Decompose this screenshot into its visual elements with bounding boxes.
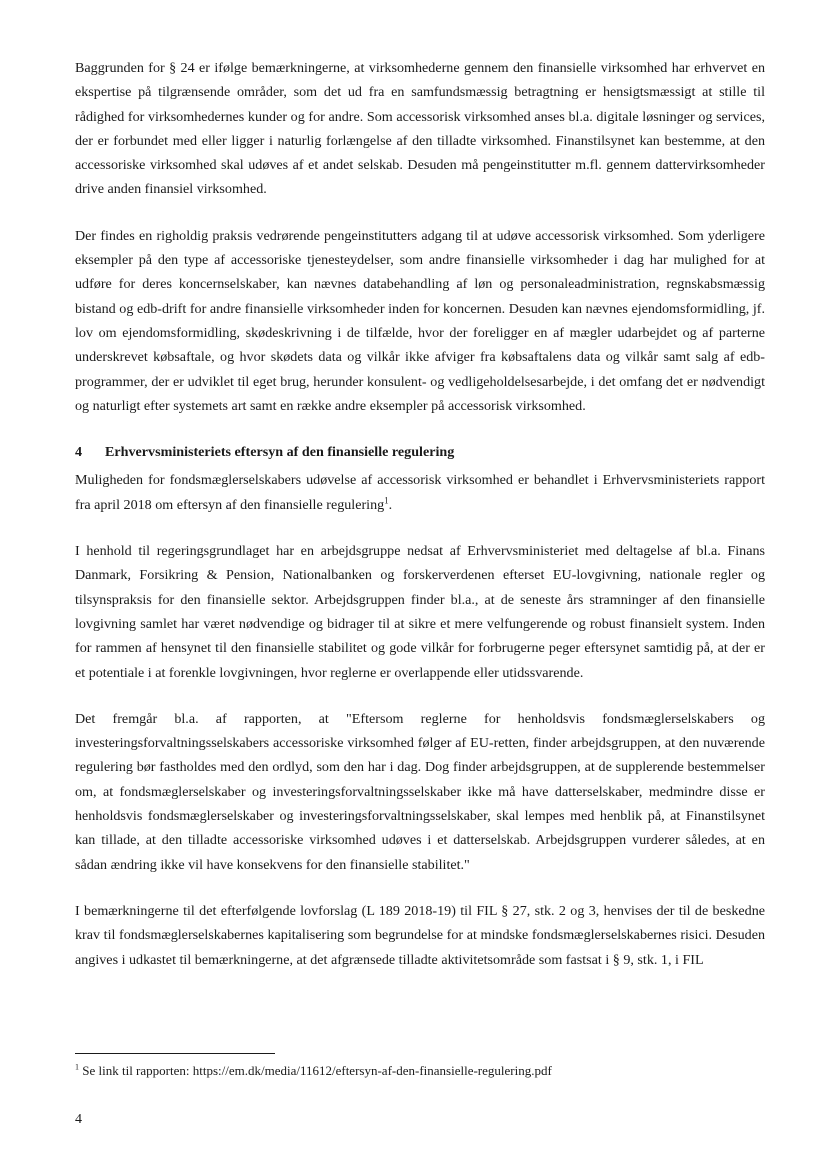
paragraph-report-end: .	[388, 496, 393, 513]
section-number: 4	[75, 444, 83, 461]
footnote-reference[interactable]: 1	[384, 495, 389, 506]
paragraph-accessory-practice: Der findes en righoldig praksis vedrørende pengeinstitutters adgang til at udøve accessorisk virksomhed. Som yderligere eksempler på den type af accessoriske tjenesteydelser, som andre finansielle virksomheder i dag har mulighed for at udføre for deres koncernselskaber, kan nævnes databehandling af løn og personaleadministration, regnskabsmæssig bistand og edb-drift for andre finansielle virksomheder inden for koncernen. Desuden kan nævnes ejendomsformidling, jf. lov om ejendomsformidling, skødeskrivning i de tilfælde, hvor der foreligger en af mægler udarbejdet og af parterne underskrevet købsaftale, og hvor skødets data og vilkår ikke afviger fra købsaftalens data og vilkår samt salg af edb-programmer, der er udviklet til eget brug, herunder konsulent- og vedligeholdelsesarbejde, i det omfang det er nødvendigt og naturligt efter systemets art samt en række andre eksempler på accessorisk virksomhed.	[75, 227, 765, 414]
footnote	[75, 1062, 552, 1080]
page-number: 4	[75, 1112, 82, 1127]
document-body	[75, 56, 765, 994]
paragraph-report-text: Muligheden for fondsmæglerselskabers udøvelse af accessorisk virksomhed er behandlet i Erhvervsministeriets rapport fra april 2018 om eftersyn af den finansielle regulering	[75, 472, 765, 513]
footnote-text: Se link til rapporten: https://em.dk/media/11612/eftersyn-af-den-finansielle-regulering.pdf	[79, 1063, 552, 1078]
paragraph-report-reference	[75, 468, 765, 517]
footnote-separator	[75, 1053, 275, 1054]
paragraph-working-group: I henhold til regeringsgrundlaget har en arbejdsgruppe nedsat af Erhvervsministeriet med deltagelse af bl.a. Finans Danmark, Forsikring & Pension, Nationalbanken og forskerverdenen efterset EU-lovgivning, nationale regler og tilsynspraksis for den finansielle sektor. Arbejdsgruppen finder bl.a., at de seneste års stramninger af den finansielle lovgivning samlet har været nødvendige og bidrager til at sikre et mere velfungerende og robust finansielt system. Inden for rammen af hensynet til den finansielle stabilitet og gode vilkår for forbrugerne peger eftersynet samtidig på, at der er et potentiale i at forenkle lovgivningen, hvor reglerne er overlappende eller utidssvarende.	[75, 543, 765, 681]
section-heading	[75, 440, 765, 464]
paragraph-background-section-24: Baggrunden for § 24 er ifølge bemærkningerne, at virksomhederne gennem den finansielle virksomhed har erhvervet en ekspertise på tilgrænsende områder, som det ud fra en samfundsmæssig betragtning er hensigtsmæssigt at stille til rådighed for virksomhedernes kunder og for andre. Som accessorisk virksomhed anses bl.a. digitale løsninger og services, der er forbundet med eller ligger i naturlig forlængelse af den tilladte virksomhed. Finanstilsynet kan bestemme, at den accessoriske virksomhed skal udøves af et andet selskab. Desuden må pengeinstitutter m.fl. gennem dattervirksomheder drive anden finansiel virksomhed.	[75, 60, 765, 198]
paragraph-report-quote: Det fremgår bl.a. af rapporten, at "Eftersom reglerne for henholdsvis fondsmæglerselskabers og investeringsforvaltningsselskabers accessoriske virksomhed følger af EU-retten, finder arbejdsgruppen, at den nuværende regulering bør fastholdes med den ordlyd, som den har i dag. Dog finder arbejdsgruppen, at de supplerende bestemmelser om, at fondsmæglerselskaber og investeringsforvaltningsselskaber ikke må have datterselskaber, medmindre disse er henholdsvis fondsmæglerselskaber og investeringsforvaltningsselskaber, skal lempes med henblik på, at Finanstilsynet kan tillade, at den tilladte accessoriske virksomhed udøves i et datterselskab. Arbejdsgruppen vurderer således, at en sådan ændring ikke vil have konsekvens for den finansielle stabilitet."	[75, 710, 765, 873]
section-title: Erhvervsministeriets eftersyn af den finansielle regulering	[105, 444, 455, 461]
footnote-marker: 1	[75, 1062, 79, 1072]
paragraph-bill-remarks: I bemærkningerne til det efterfølgende lovforslag (L 189 2018-19) til FIL § 27, stk. 2 og 3, henvises der til de beskedne krav til fondsmæglerselskabernes kapitalisering som begrundelse for at mindske fondsmæglerselskabernes risici. Desuden angives i udkastet til bemærkningerne, at det afgrænsede tilladte aktivitetsområde som fastsat i § 9, stk. 1, i FIL	[75, 902, 765, 968]
